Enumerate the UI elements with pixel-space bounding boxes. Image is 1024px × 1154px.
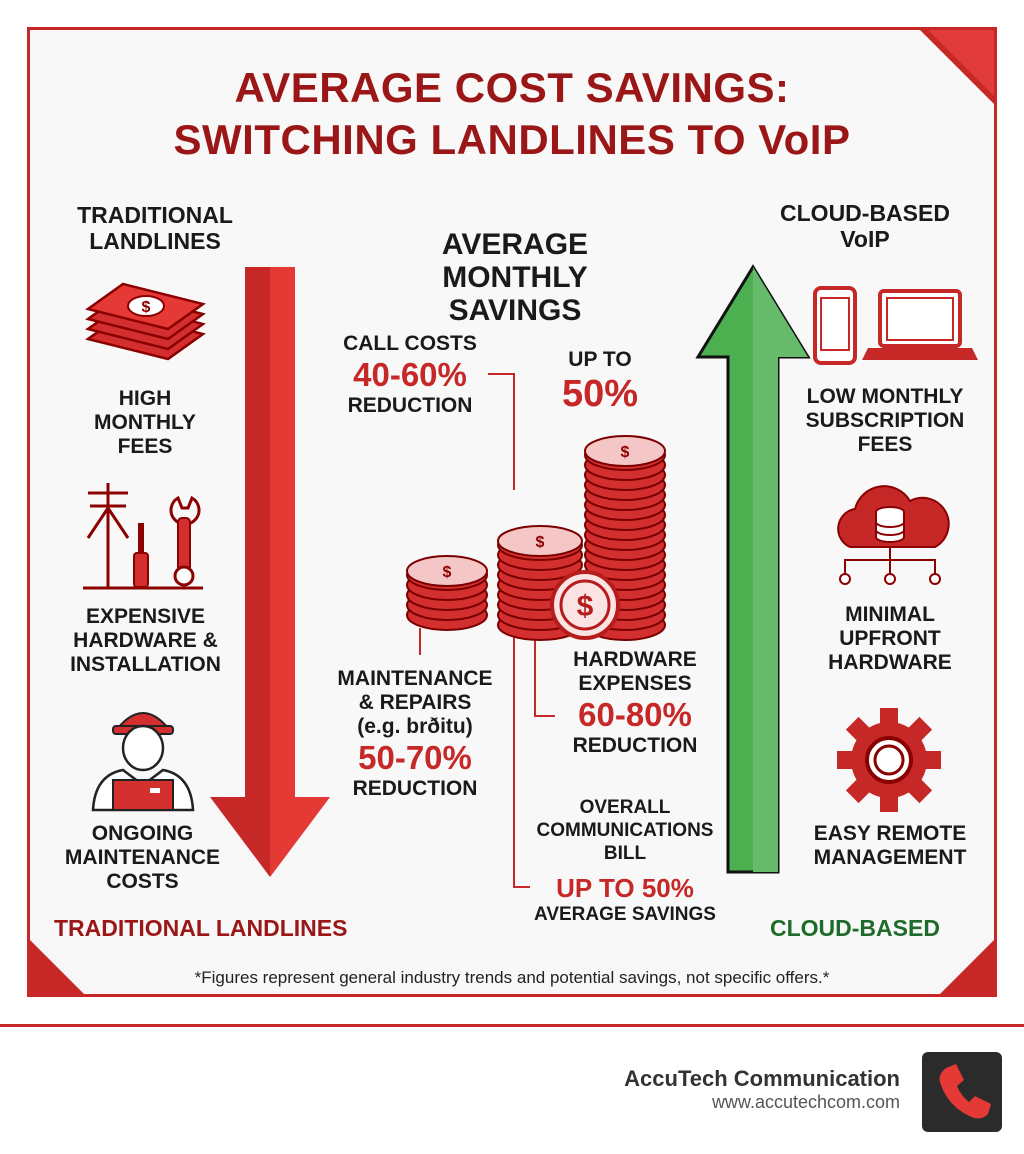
coin-stacks-icon — [380, 415, 650, 645]
center-heading: AVERAGE MONTHLY SAVINGS — [441, 228, 589, 327]
svg-text:$: $ — [442, 564, 452, 581]
divider — [0, 1024, 1024, 1027]
increase-arrow-icon — [698, 267, 808, 872]
overall-bill-block: OVERALL COMMUNICATIONS BILL — [536, 797, 714, 864]
brand-logo — [922, 1052, 1002, 1132]
hardware-block: HARDWARE EXPENSES 60-80% REDUCTION — [572, 648, 698, 757]
maintenance-block: MAINTENANCE & REPAIRS (e.g. brðitu) 50-70% REDUCTION — [337, 667, 493, 800]
infographic-frame — [27, 27, 997, 997]
up-to-block: UP TO 50% — [561, 348, 639, 415]
right-item-label: LOW MONTHLY SUBSCRIPTION FEES — [805, 385, 965, 456]
right-heading: CLOUD-BASED VoIP — [780, 200, 950, 252]
left-item-label: EXPENSIVE HARDWARE & INSTALLATION — [70, 605, 221, 676]
brand-url: www.accutechcom.com — [711, 1092, 900, 1112]
right-item-label: MINIMAL UPFRONT HARDWARE — [828, 603, 952, 674]
svg-text:$: $ — [620, 444, 630, 461]
page-subtitle: SWITCHING LANDLINES TO VoIP — [173, 116, 851, 163]
brand-name: AccuTech Communication — [624, 1066, 900, 1091]
left-item-label: HIGH MONTHLY FEES — [94, 387, 196, 458]
phone-icon — [922, 1052, 1002, 1132]
left-heading: TRADITIONAL LANDLINES — [77, 202, 233, 254]
svg-text:$: $ — [141, 299, 151, 316]
page-title: AVERAGE COST SAVINGS: — [234, 64, 790, 111]
svg-text:$: $ — [535, 534, 545, 551]
cloud-server-icon — [825, 482, 955, 592]
svg-text:$: $ — [576, 590, 594, 623]
overall-savings-block: UP TO 50% AVERAGE SAVINGS — [534, 873, 716, 925]
call-costs-block: CALL COSTS 40-60% REDUCTION — [343, 332, 477, 417]
devices-icon — [810, 286, 970, 366]
right-footer-label: CLOUD-BASED — [770, 915, 940, 941]
disclaimer-note: *Figures represent general industry trends and potential savings, not specific offers.* — [194, 968, 830, 987]
gear-icon — [834, 705, 944, 815]
left-footer-label: TRADITIONAL LANDLINES — [54, 915, 348, 941]
right-item-label: EASY REMOTE MANAGEMENT — [813, 822, 967, 869]
left-item-label: ONGOING MAINTENANCE COSTS — [64, 822, 221, 893]
